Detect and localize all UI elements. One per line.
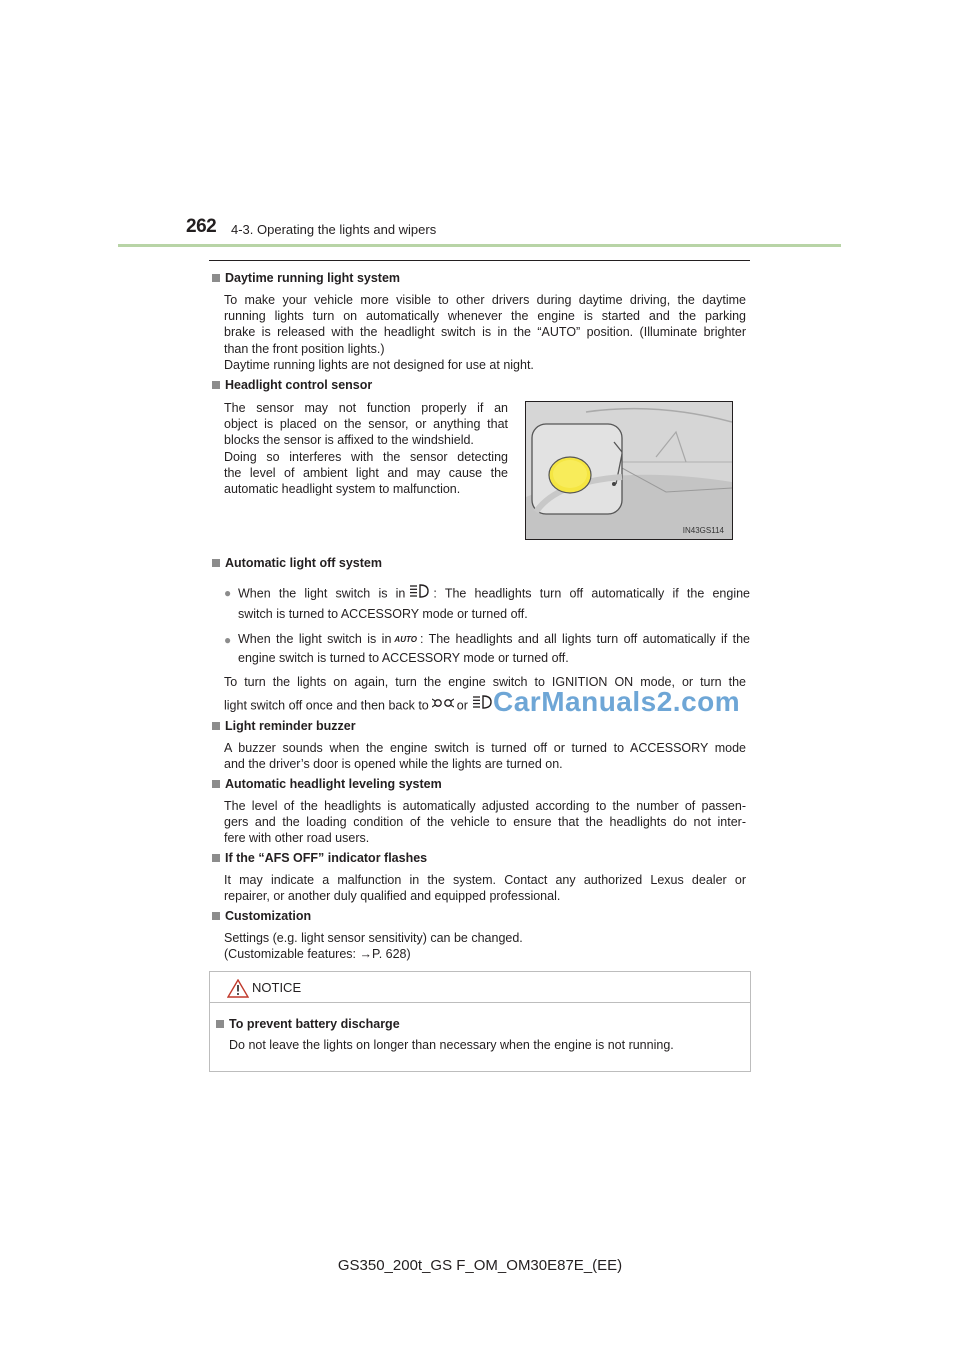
auto-icon: AUTO (394, 635, 417, 645)
square-bullet-icon (212, 780, 220, 788)
heading-automatic-light-off: Automatic light off system (212, 556, 382, 570)
round-bullet-icon: ● (224, 633, 232, 647)
tail-light-icon (432, 695, 454, 718)
square-bullet-icon (212, 381, 220, 389)
bullet-headlight-position: When the light switch is in : The headlights turn off automatically if the engine switch is turned to ACCESSORY mode or turned off. (238, 583, 750, 624)
square-bullet-icon (212, 854, 220, 862)
square-bullet-icon (212, 559, 220, 567)
square-bullet-icon (212, 722, 220, 730)
paragraph-daytime-running-light: To make your vehicle more visible to other drivers during daytime driving, the daytime running lights turn on automatically whenever the engine is started and the parking brake is released with the headlight switch is in the “AUTO” position. (Illuminate brighter than the front position lights.) Daytime running lights are not designed for use at night. (224, 293, 746, 372)
headlight-icon (408, 583, 430, 605)
square-bullet-icon (212, 912, 220, 920)
bullet-auto-position: When the light switch is in AUTO : The headlights and all lights turn off automatically if the engine switch is turned to ACCESSORY mode or turned off. (238, 632, 750, 666)
heading-light-reminder-buzzer: Light reminder buzzer (212, 719, 356, 733)
paragraph-headlight-sensor: The sensor may not function properly if an object is placed on the sensor, or anything that blocks the sensor is affixed to the windshield. Doing so interferes with the sensor detecting the level of ambient light and may cause the automatic headlight system to malfunction. (224, 401, 508, 497)
heading-customization: Customization (212, 909, 311, 923)
heading-daytime-running-light: Daytime running light system (212, 271, 400, 285)
paragraph-headlight-leveling: The level of the headlights is automatically adjusted according to the number of passen- gers and the loading condition of the vehicle to ensure that the headlights do not inter- fere with other road users. (224, 799, 746, 846)
warning-triangle-icon (227, 979, 249, 1003)
notice-heading: To prevent battery discharge (216, 1017, 400, 1031)
heading-headlight-leveling: Automatic headlight leveling system (212, 777, 442, 791)
paragraph-light-reminder-buzzer: A buzzer sounds when the engine switch is turned off or turned to ACCESSORY mode and the driver’s door is opened while the lights are turned on. (224, 741, 746, 772)
heading-headlight-control-sensor: Headlight control sensor (212, 378, 372, 392)
header-rule (118, 244, 841, 247)
section-title: 4-3. Operating the lights and wipers (231, 222, 437, 237)
windshield-sensor-illustration (526, 402, 732, 539)
notice-divider (210, 1002, 750, 1003)
figure-code: IN43GS114 (682, 526, 724, 535)
notice-label: NOTICE (252, 980, 302, 995)
notice-box (209, 971, 751, 1072)
paragraph-afs-off: It may indicate a malfunction in the system. Contact any authorized Lexus dealer or repairer, or another duly qualified and equipped professional. (224, 873, 746, 904)
content-rule (209, 260, 750, 261)
footer-document-code: GS350_200t_GS F_OM_OM30E87E_(EE) (337, 1257, 623, 1274)
watermark: CarManuals2.com (493, 686, 741, 717)
notice-text: Do not leave the lights on longer than necessary when the engine is not running. (229, 1038, 674, 1052)
square-bullet-icon (212, 274, 220, 282)
paragraph-turn-on-again: To turn the lights on again, turn the engine switch to IGNITION ON mode, or turn the light switch off once and then back to or (224, 671, 746, 718)
customizable-features-reference[interactable]: (Customizable features: →P. 628) (224, 947, 411, 962)
paragraph-customization: Settings (e.g. light sensor sensitivity) can be changed. (Customizable features: →P. 628) (224, 930, 746, 962)
headlight-icon (471, 694, 493, 718)
page-number: 262 (186, 216, 217, 237)
round-bullet-icon: ● (224, 586, 232, 600)
heading-afs-off: If the “AFS OFF” indicator flashes (212, 851, 427, 865)
square-bullet-icon (216, 1020, 224, 1028)
headlight-sensor-figure (525, 401, 733, 540)
